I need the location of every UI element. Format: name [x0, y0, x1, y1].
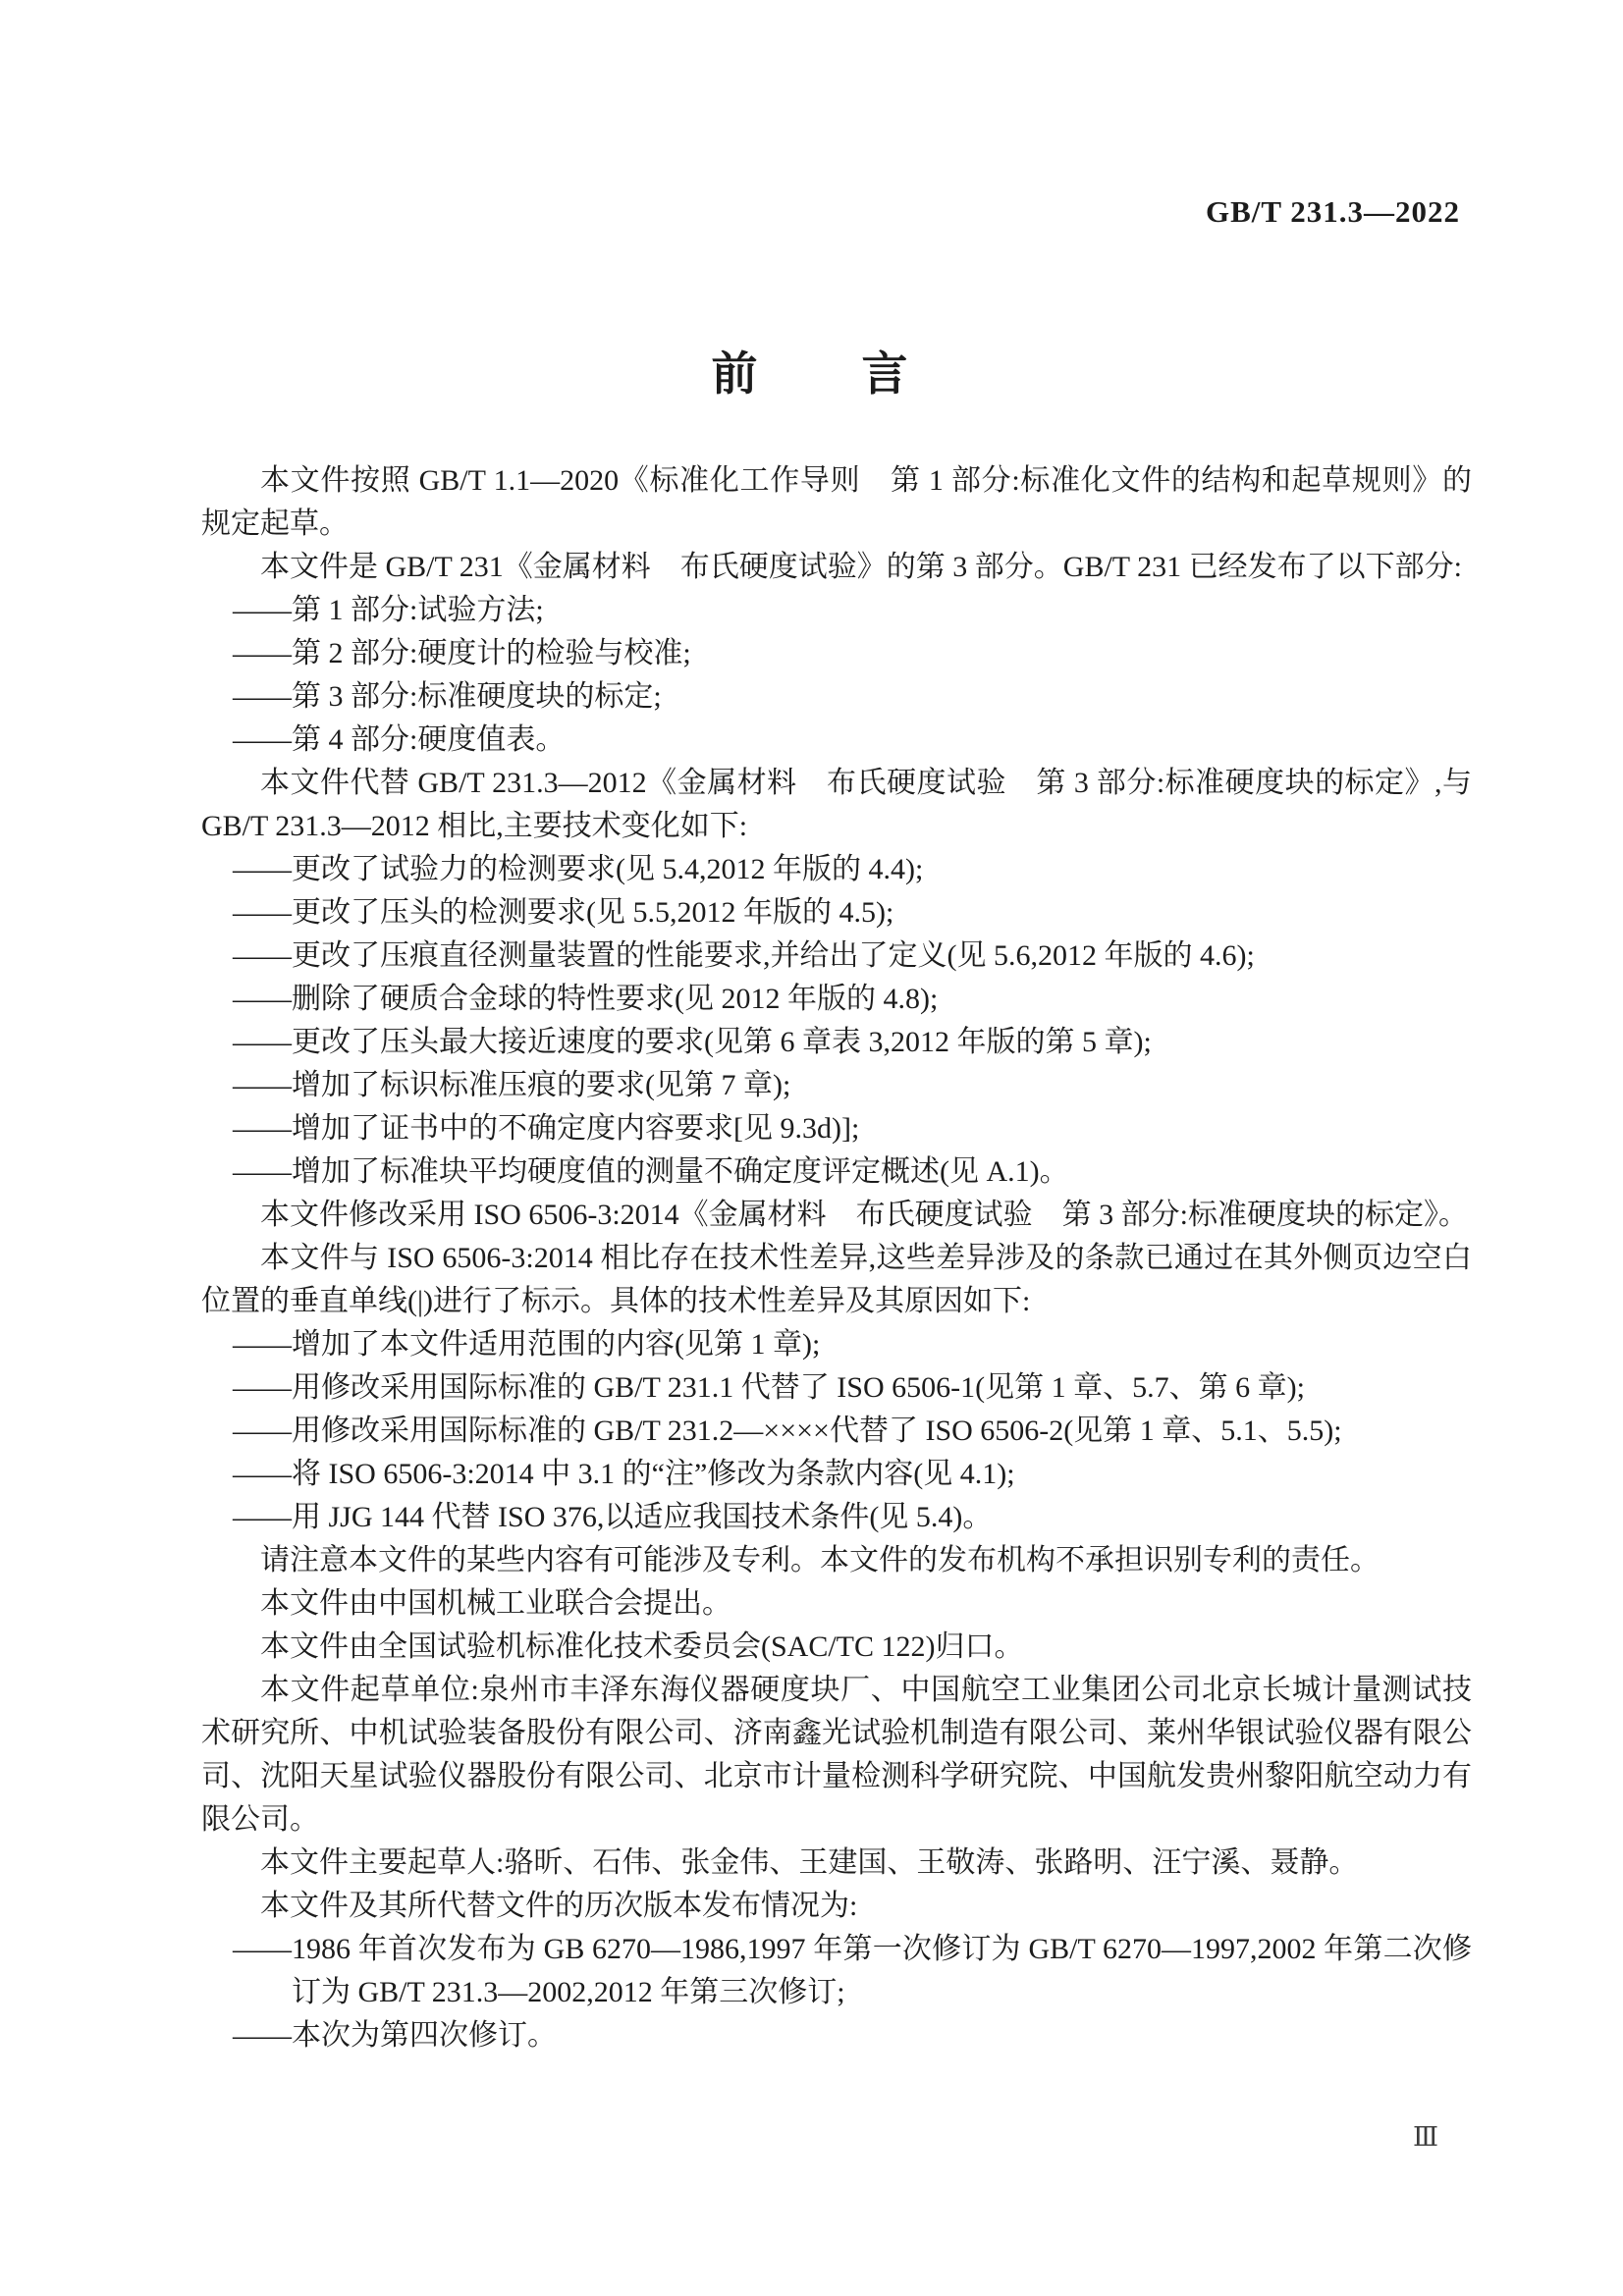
paragraph: 本文件主要起草人:骆昕、石伟、张金伟、王建国、王敬涛、张路明、汪宁溪、聂静。: [260, 1846, 1359, 1879]
list-item: ——第 1 部分:试验方法;: [233, 594, 544, 626]
list-item: ——第 2 部分:硬度计的检验与校准;: [233, 637, 691, 669]
paragraph: 本文件及其所代替文件的历次版本发布情况为:: [260, 1890, 858, 1922]
list-item: ——用修改采用国际标准的 GB/T 231.2—××××代替了 ISO 6506-2(见第 1 章、5.1、5.5);: [233, 1415, 1342, 1447]
paragraph: 本文件修改采用 ISO 6506-3:2014《金属材料 布氏硬度试验 第 3 部分:标准硬度块的标定》。: [260, 1199, 1468, 1231]
paragraph: 本文件起草单位:泉州市丰泽东海仪器硬度块厂、中国航空工业集团公司北京长城计量测试技术研究所、中机试验装备股份有限公司、济南鑫光试验机制造有限公司、莱州华银试验仪器有限公司、沈阳天星试验仪器股份有限公司、北京市计量检测科学研究院、中国航发贵州黎阳航空动力有限公司。: [201, 1674, 1472, 1836]
paragraph: 本文件代替 GB/T 231.3—2012《金属材料 布氏硬度试验 第 3 部分:标准硬度块的标定》,与 GB/T 231.3—2012 相比,主要技术变化如下:: [201, 767, 1472, 842]
list-item: ——增加了标识标准压痕的要求(见第 7 章);: [233, 1069, 791, 1101]
standard-code-header: GB/T 231.3—2022: [1205, 194, 1460, 229]
list-item: ——用修改采用国际标准的 GB/T 231.1 代替了 ISO 6506-1(见第 1 章、5.7、第 6 章);: [233, 1371, 1305, 1404]
list-item: ——用 JJG 144 代替 ISO 376,以适应我国技术条件(见 5.4)。: [233, 1501, 993, 1533]
list-item: ——更改了试验力的检测要求(见 5.4,2012 年版的 4.4);: [233, 853, 924, 885]
paragraph: 本文件由全国试验机标准化技术委员会(SAC/TC 122)归口。: [260, 1630, 1024, 1663]
list-item: ——第 4 部分:硬度值表。: [233, 723, 566, 756]
paragraph: 本文件按照 GB/T 1.1—2020《标准化工作导则 第 1 部分:标准化文件的结构和起草规则》的规定起草。: [201, 464, 1472, 540]
list-item: ——第 3 部分:标准硬度块的标定;: [233, 680, 662, 713]
paragraph: 本文件是 GB/T 231《金属材料 布氏硬度试验》的第 3 部分。GB/T 231 已经发布了以下部分:: [260, 551, 1462, 583]
paragraph: 请注意本文件的某些内容有可能涉及专利。本文件的发布机构不承担识别专利的责任。: [260, 1544, 1380, 1576]
list-item: ——更改了压头的检测要求(见 5.5,2012 年版的 4.5);: [233, 896, 894, 929]
list-item: ——1986 年首次发布为 GB 6270—1986,1997 年第一次修订为 GB/T 6270—1997,2002 年第二次修订为 GB/T 231.3—2002,2012 年第三次修订;: [233, 1933, 1472, 2008]
page-number: Ⅲ: [1412, 2122, 1438, 2152]
foreword-body: [201, 459, 1472, 2057]
list-item: ——更改了压头最大接近速度的要求(见第 6 章表 3,2012 年版的第 5 章);: [233, 1026, 1152, 1058]
list-item: ——删除了硬质合金球的特性要求(见 2012 年版的 4.8);: [233, 983, 939, 1015]
paragraph: 本文件与 ISO 6506-3:2014 相比存在技术性差异,这些差异涉及的条款已通过在其外侧页边空白位置的垂直单线(|)进行了标示。具体的技术性差异及其原因如下:: [201, 1242, 1472, 1317]
list-item: ——增加了证书中的不确定度内容要求[见 9.3d)];: [233, 1112, 860, 1145]
list-item: ——本次为第四次修订。: [233, 2019, 557, 2052]
page-title: 前 言: [711, 349, 912, 400]
list-item: ——更改了压痕直径测量装置的性能要求,并给出了定义(见 5.6,2012 年版的 4.6);: [233, 939, 1255, 972]
paragraph: 本文件由中国机械工业联合会提出。: [260, 1587, 731, 1620]
list-item: ——增加了本文件适用范围的内容(见第 1 章);: [233, 1328, 821, 1361]
list-item: ——将 ISO 6506-3:2014 中 3.1 的“注”修改为条款内容(见 4.1);: [233, 1458, 1015, 1490]
list-item: ——增加了标准块平均硬度值的测量不确定度评定概述(见 A.1)。: [233, 1155, 1069, 1188]
